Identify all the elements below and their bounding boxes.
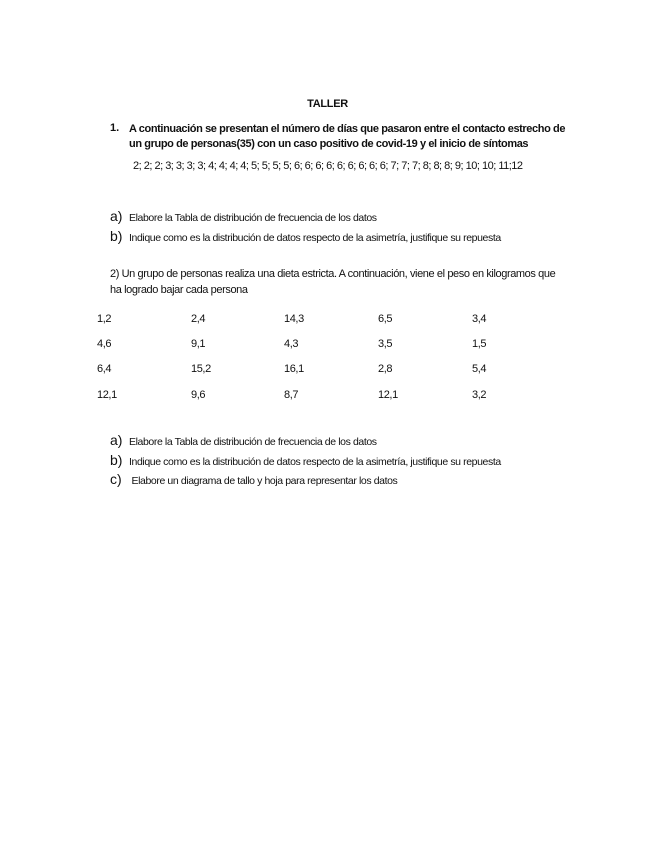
item-letter: a): [110, 208, 123, 224]
question-2-item-b: [110, 452, 501, 468]
question-2-text: 2) Un grupo de personas realiza una dieta estricta. A continuación, viene el peso en kilogramos que ha logrado bajar cada persona: [110, 268, 556, 296]
table-cell: 4,6: [97, 338, 112, 350]
question-1-text: A continuación se presentan el número de días que pasaron entre el contacto estrecho de un grupo de personas(35) con un caso positivo de covid-19 y el inicio de síntomas: [129, 123, 566, 150]
question-1-item-b: [110, 228, 501, 244]
question-1-data: 2; 2; 2; 3; 3; 3; 3; 4; 4; 4; 4; 5; 5; 5; 5; 6; 6; 6; 6; 6; 6; 6; 6; 6; 7; 7; 7; 8; 8; 8; 9; 10; 10; 11;12: [133, 160, 523, 172]
item-letter: a): [110, 432, 123, 448]
question-1-item-a: [110, 208, 377, 224]
table-cell: 1,2: [97, 313, 112, 325]
table-cell: 3,4: [472, 313, 487, 325]
item-text: Elabore un diagrama de tallo y hoja para representar los datos: [129, 475, 398, 487]
table-cell: 12,1: [378, 389, 398, 401]
item-text: Indique como es la distribución de datos respecto de la asimetría, justifique su repuesta: [129, 232, 501, 244]
table-cell: 16,1: [284, 363, 304, 375]
question-2-item-a: [110, 432, 377, 448]
table-cell: 1,5: [472, 338, 487, 350]
table-cell: 12,1: [97, 389, 117, 401]
table-cell: 4,3: [284, 338, 299, 350]
table-cell: 9,1: [191, 338, 206, 350]
table-cell: 3,2: [472, 389, 487, 401]
table-cell: 15,2: [191, 363, 211, 375]
item-letter: b): [110, 228, 123, 244]
table-cell: 9,6: [191, 389, 206, 401]
table-cell: 2,8: [378, 363, 393, 375]
item-text: Indique como es la distribución de datos respecto de la asimetría, justifique su repuesta: [129, 456, 501, 468]
table-cell: 6,4: [97, 363, 112, 375]
table-cell: 2,4: [191, 313, 206, 325]
item-letter: b): [110, 452, 123, 468]
item-letter: c): [110, 471, 122, 487]
table-cell: 14,3: [284, 313, 304, 325]
table-cell: 5,4: [472, 363, 487, 375]
question-1-number: 1.: [110, 122, 120, 134]
item-text: Elabore la Tabla de distribución de frecuencia de los datos: [129, 436, 377, 448]
question-2-item-c: [110, 471, 397, 487]
table-cell: 3,5: [378, 338, 393, 350]
item-text: Elabore la Tabla de distribución de frecuencia de los datos: [129, 212, 377, 224]
table-cell: 6,5: [378, 313, 393, 325]
table-cell: 8,7: [284, 389, 299, 401]
document-title: TALLER: [307, 98, 348, 110]
